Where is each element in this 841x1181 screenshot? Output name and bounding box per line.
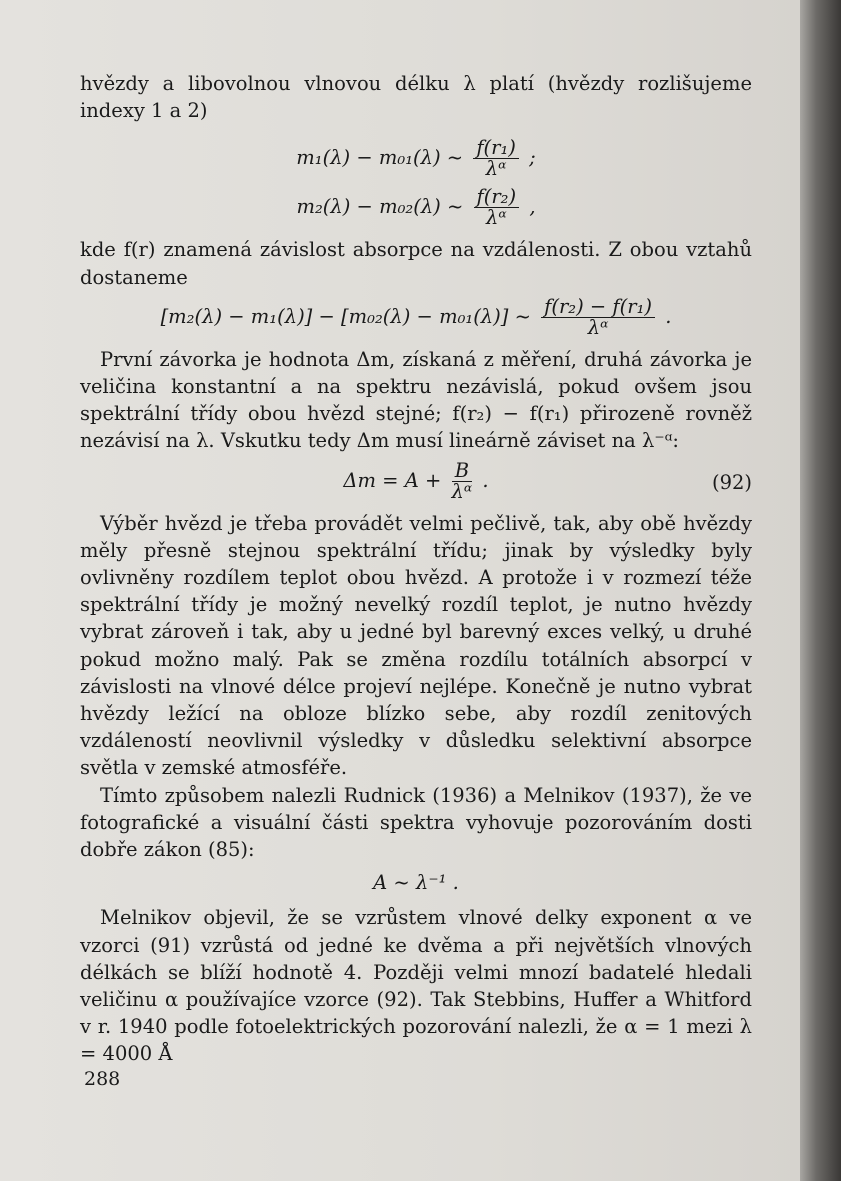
paragraph-2: kde f(r) znamená závislost absorpce na vzdálenosti. Z obou vztahů dostaneme [80, 238, 752, 289]
equation-3: [m₂(λ) − m₁(λ)] − [m₀₂(λ) − m₀₁(λ)] ~ $\frac{\text{f(r₂) − f(r₁)}}{\text{λᵅ}}$ . [160, 294, 672, 339]
paragraph-1: hvězdy a libovolnou vlnovou délku λ platí (hvězdy rozlišujeme indexy 1 a 2) [80, 72, 752, 123]
fraction: $\frac{\text{f(r₂) − f(r₁)}}{\text{λᵅ}}$ [541, 297, 655, 338]
fraction: $\frac{B}{\text{λᵅ}}$ [451, 458, 473, 503]
equation-number: (92) [711, 470, 752, 494]
paragraph-6: Melnikov objevil, že se vzrůstem vlnové delky exponent α ve vzorci (91) vzrůstá od jedné ke dvěma a při největších vlnových délkách se blíží hodnotě 4. Později velmi mnozí badatelé hledali veličinu α používajíce vzorce (92). Tak Stebbins, Huffer a Whitford v r. 1940 podle fotoelektrických pozorování nalezli, že α = 1 mezi λ = 4000 Å [80, 906, 752, 1066]
paragraph-3: První závorka je hodnota Δm, získaná z měření, druhá závorka je veličina konstantní a na spektru nezávislá, pokud ovšem jsou spektrální třídy obou hvězd stejné; f(r₂) − f(r₁) přirozeně rovněž nezávisí na λ. Vskutku tedy Δm musí lineárně záviset na λ⁻ᵅ: [80, 347, 752, 453]
page-body [80, 70, 752, 1068]
equation-1: m₁(λ) − m₀₁(λ) ~ $\frac{\text{f(r₁)}}{\text{λᵅ}}$ ; [296, 136, 536, 181]
fraction: $\frac{\text{f(r₁)}}{\text{λᵅ}}$ [473, 138, 519, 179]
equation-2: m₂(λ) − m₀₂(λ) ~ $\frac{\text{f(r₂)}}{\text{λᵅ}}$ , [296, 185, 536, 230]
equation-92: Δm = A + $\frac{B}{\text{λᵅ}}$ . (92) [343, 458, 752, 503]
fraction: $\frac{\text{f(r₂)}}{\text{λᵅ}}$ [474, 187, 520, 228]
book-spine-shadow [800, 0, 841, 1181]
paragraph-5: Tímto způsobem nalezli Rudnick (1936) a Melnikov (1937), že ve fotografické a visuální části spektra vyhovuje pozorováním dosti dobře zákon (85): [80, 783, 752, 862]
paragraph-4: Výběr hvězd je třeba provádět velmi pečlivě, tak, aby obě hvězdy měly přesně stejnou spektrální třídu; jinak by výsledky byly ovlivněny rozdílem teplot obou hvězd. A protože i v rozmezí téže spektrální třídy je možný nevelký rozdíl teplot, je nutno hvězdy vybrat zároveň i tak, aby u jedné byl barevný exces velký, u druhé pokud možno malý. Pak se změna rozdílu totálních absorpcí v závislosti na vlnové délce projeví nejlépe. Konečně je nutno vybrat hvězdy ležící na obloze blízko sebe, aby rozdíl zenitových vzdáleností neovlivnil výsledky v důsledku selektivní absorpce světla v zemské atmosféře. [80, 511, 752, 780]
page-number: 288 [84, 1068, 121, 1090]
equation-5: A ~ λ⁻¹ . [373, 871, 459, 895]
